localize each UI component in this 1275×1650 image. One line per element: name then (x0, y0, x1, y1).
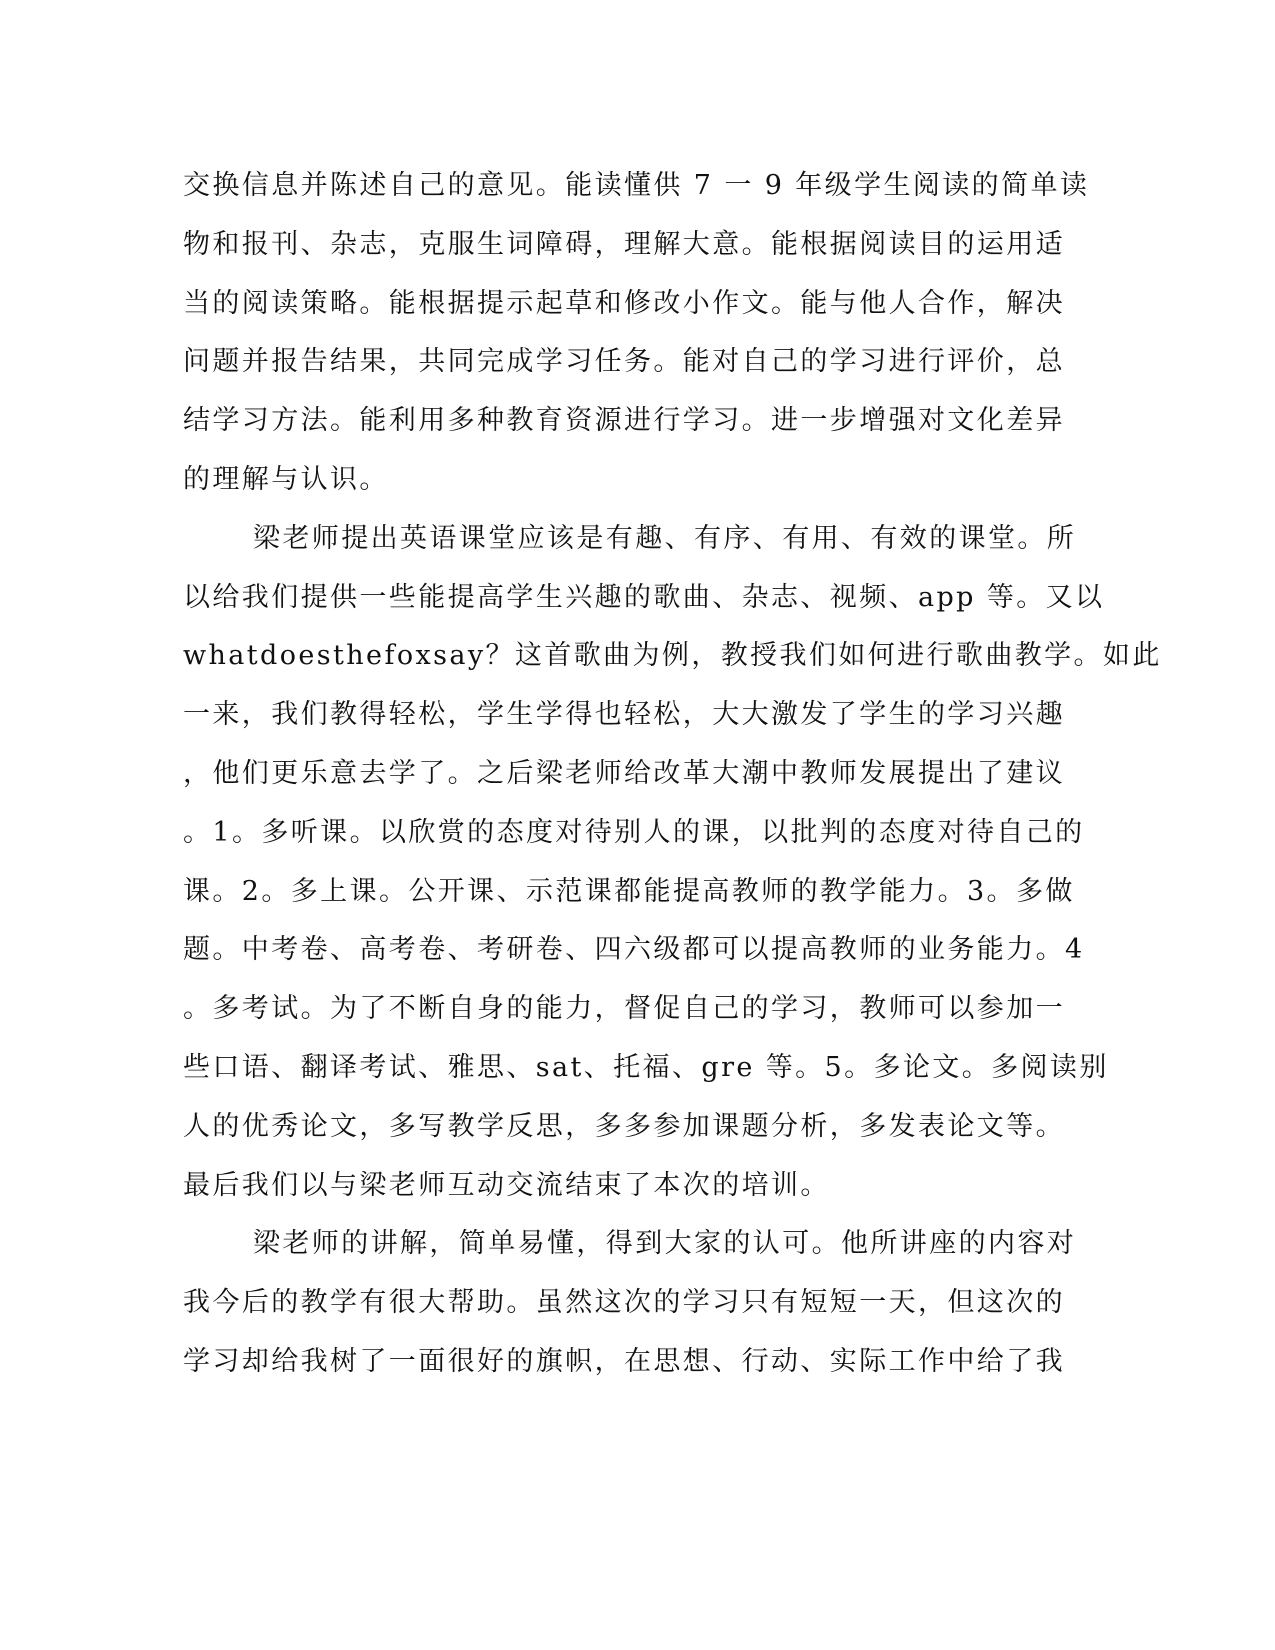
text-line: 。1。多听课。以欣赏的态度对待别人的课，以批判的态度对待自己的 (183, 816, 1085, 848)
document-body (183, 157, 1162, 1392)
text-line: 梁老师提出英语课堂应该是有趣、有序、有用、有效的课堂。所 (253, 522, 1077, 554)
text-line: 结学习方法。能利用多种教育资源进行学习。进一步增强对文化差异 (183, 405, 1065, 437)
paragraph-2 (183, 510, 1162, 1216)
paragraph-1 (183, 157, 1090, 510)
text-line: 以给我们提供一些能提高学生兴趣的歌曲、杂志、视频、app 等。又以 (183, 581, 1105, 613)
text-line: 人的优秀论文，多写教学反思，多多参加课题分析，多发表论文等。 (183, 1110, 1065, 1142)
text-line: 学习却给我树了一面很好的旗帜，在思想、行动、实际工作中给了我 (183, 1345, 1065, 1377)
text-line: 最后我们以与梁老师互动交流结束了本次的培训。 (183, 1169, 830, 1201)
text-line: 当的阅读策略。能根据提示起草和修改小作文。能与他人合作，解决 (183, 287, 1065, 319)
text-line: 。多考试。为了不断自身的能力，督促自己的学习，教师可以参加一 (183, 993, 1065, 1025)
text-line: whatdoesthefoxsay？这首歌曲为例，教授我们如何进行歌曲教学。如此 (183, 640, 1162, 672)
text-line: 梁老师的讲解，简单易懂，得到大家的认可。他所讲座的内容对 (253, 1228, 1077, 1260)
text-line: 些口语、翻译考试、雅思、sat、托福、gre 等。5。多论文。多阅读别 (183, 1051, 1109, 1083)
text-line: 课。2。多上课。公开课、示范课都能提高教师的教学能力。3。多做 (183, 875, 1075, 907)
text-line: 题。中考卷、高考卷、考研卷、四六级都可以提高教师的业务能力。4 (183, 934, 1085, 966)
text-line: 交换信息并陈述自己的意见。能读懂供 7 一 9 年级学生阅读的简单读 (183, 170, 1090, 201)
paragraph-3 (183, 1215, 1083, 1391)
text-line: 一来，我们教得轻松，学生学得也轻松，大大激发了学生的学习兴趣 (183, 699, 1065, 731)
text-line: ，他们更乐意去学了。之后梁老师给改革大潮中教师发展提出了建议 (183, 757, 1065, 789)
text-line: 的理解与认识。 (183, 463, 389, 495)
text-line: 我今后的教学有很大帮助。虽然这次的学习只有短短一天，但这次的 (183, 1287, 1065, 1319)
text-line: 问题并报告结果，共同完成学习任务。能对自己的学习进行评价，总 (183, 346, 1065, 378)
text-line: 物和报刊、杂志，克服生词障碍，理解大意。能根据阅读目的运用适 (183, 228, 1065, 260)
